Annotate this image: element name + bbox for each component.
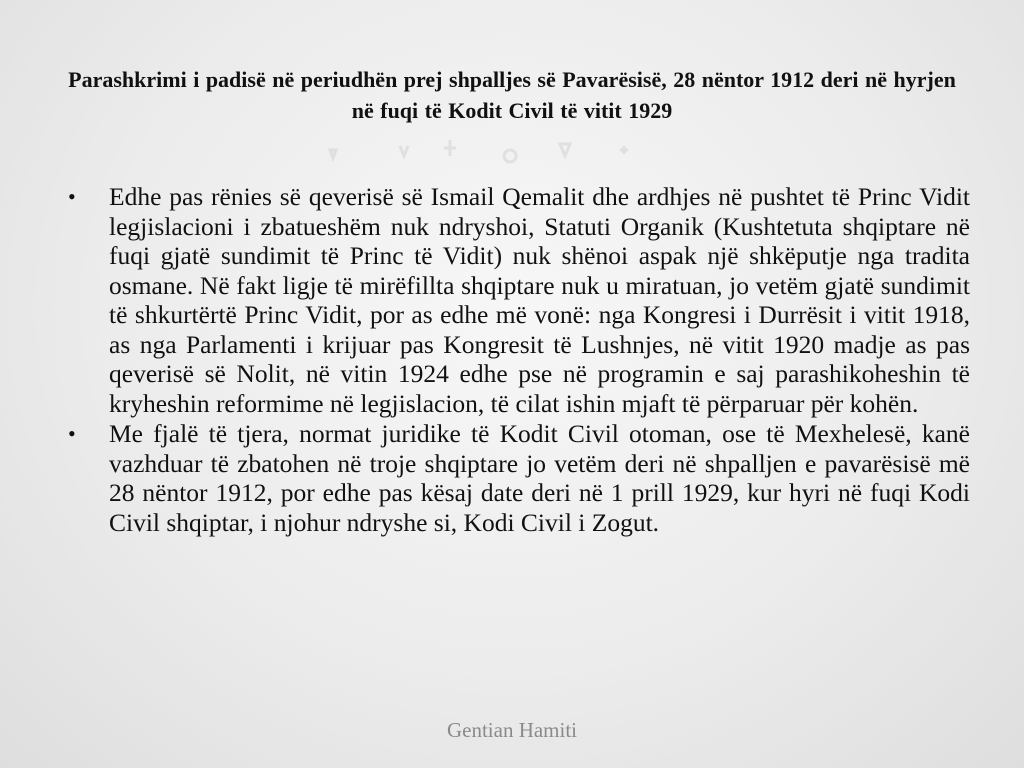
bullet-item bbox=[62, 419, 970, 537]
slide-title: Parashkrimi i padisë në periudhën prej shpalljes së Pavarësisë, 28 nëntor 1912 deri në hyrjen në fuqi të Kodit Civil të vitit 1929 bbox=[68, 67, 956, 123]
bullet-text: Edhe pas rënies së qeverisë së Ismail Qemalit dhe ardhjes në pushtet të Princ Vidit legjislacioni i zbatueshëm nuk ndryshoi, Statuti Organik (Kushtetuta shqiptare në fuqi gjatë sundimit të Princ të Vidit) nuk shënoi aspak një shkëputje nga tradita osmane. Në fakt ligje të mirëfillta shqiptare nuk u miratuan, jo vetëm gjatë sundimit të shkurtërtë Princ Vidit, por as edhe më vonë: nga Kongresi i Durrësit i vitit 1918, as nga Parlamenti i krijuar pas Kongresit të Lushnjes, në vitit 1920 madje as pas qeverisë së Nolit, në vitin 1924 edhe pse në programin e saj parashikoheshin të kryheshin reformime në legjislacion, të cilat ishin mjaft të përparuar për kohën. bbox=[109, 182, 970, 418]
bullet-list bbox=[62, 182, 970, 538]
bullet-item bbox=[62, 182, 970, 418]
bullet-text: Me fjalë të tjera, normat juridike të Kodit Civil otoman, ose të Mexhelesë, kanë vazhduar të zbatohen në troje shqiptare jo vetëm deri në shpalljen e pavarësisë më 28 nëntor 1912, por edhe pas kësaj date deri në 1 prill 1929, kur hyri në fuqi Kodi Civil shqiptar, i njohur ndryshe si, Kodi Civil i Zogut. bbox=[109, 419, 970, 537]
bullet-icon: • bbox=[68, 184, 76, 209]
footer-author: Gentian Hamiti bbox=[446, 718, 578, 742]
bullet-icon: • bbox=[68, 421, 76, 446]
